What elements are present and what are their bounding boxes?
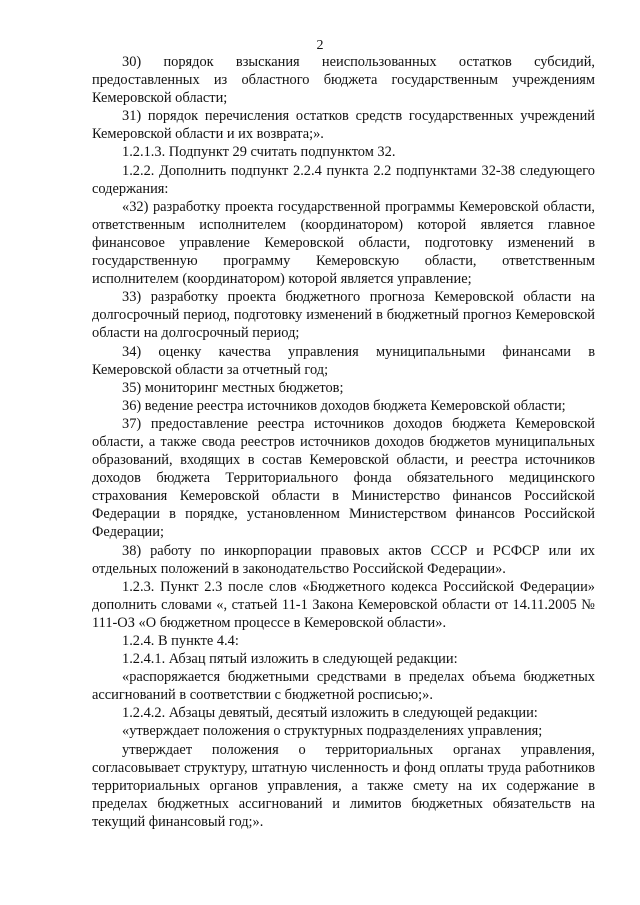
paragraph-subitem-30: 30) порядок взыскания неиспользованных остатков субсидий, предоставленных из областного бюджета государственным учреждениям Кемеровской области; (92, 54, 595, 107)
paragraph-subitem-38: 38) работу по инкорпорации правовых актов СССР и РСФСР или их отдельных положений в законодательство Российской Федерации». (92, 542, 595, 577)
paragraph-subitem-34: 34) оценку качества управления муниципальными финансами в Кемеровской области за отчетный год; (92, 343, 595, 378)
paragraph-1-2-1-3: 1.2.1.3. Подпункт 29 считать подпунктом 32. (122, 144, 396, 161)
paragraph-1-2-4-1: 1.2.4.1. Абзац пятый изложить в следующей редакции: (122, 651, 458, 668)
paragraph-subitem-37: 37) предоставление реестра источников доходов бюджета Кемеровской области, а также свода реестров источников доходов бюджетов муниципальных образований, входящих в состав Кемеровской области, и реестра источников доходов бюджета Территориального фонда обязательного медицинского страхования Кемеровской области в Министерство финансов Российской Федерации в порядке, установленном Министерством финансов Российской Федерации; (92, 415, 595, 541)
paragraph-subitem-35: 35) мониторинг местных бюджетов; (122, 379, 344, 396)
paragraph-subitem-36: 36) ведение реестра источников доходов бюджета Кемеровской области; (122, 397, 566, 414)
paragraph-1-2-4: 1.2.4. В пункте 4.4: (122, 633, 239, 649)
paragraph-1-2-3: 1.2.3. Пункт 2.3 после слов «Бюджетного кодекса Российской Федерации» дополнить словами «, статьей 11-1 Закона Кемеровской области от 14.11.2005 № 111-ОЗ «О бюджетном процессе в Кемеровской области». (92, 578, 595, 631)
document-body (92, 53, 595, 831)
paragraph-abzac-10-text: утверждает положения о территориальных органах управления, согласовывает структуру, штатную численность и фонд оплаты труда работников территориальных органов управления, а также смету на их содержание в пределах бюджетных ассигнований и лимитов бюджетных обязательств на текущий финансовый год;». (92, 741, 595, 830)
paragraph-subitem-33: 33) разработку проекта бюджетного прогноза Кемеровской области на долгосрочный период, подготовку изменений в бюджетный прогноз Кемеровской области на долгосрочный период; (92, 289, 595, 342)
paragraph-1-2-4-2: 1.2.4.2. Абзацы девятый, десятый изложить в следующей редакции: (122, 705, 538, 722)
paragraph-1-2-2: 1.2.2. Дополнить подпункт 2.2.4 пункта 2.2 подпунктами 32-38 следующего содержания: (92, 162, 595, 197)
paragraph-abzac-5-text: «распоряжается бюджетными средствами в пределах объема бюджетных ассигнований в соответствии с бюджетной росписью;». (92, 669, 595, 704)
page-number: 2 (316, 38, 324, 53)
paragraph-subitem-31: 31) порядок перечисления остатков средств государственных учреждений Кемеровской области и их возврата;». (92, 108, 595, 143)
paragraph-abzac-9-text: «утверждает положения о структурных подразделениях управления; (122, 723, 543, 740)
paragraph-subitem-32: «32) разработку проекта государственной программы Кемеровской области, ответственным исполнителем (координатором) которой является главное финансовое управление Кемеровской области, подготовку изменений в государственную программу Кемеровскую области, ответственным исполнителем (координатором) которой является управление; (92, 198, 595, 288)
